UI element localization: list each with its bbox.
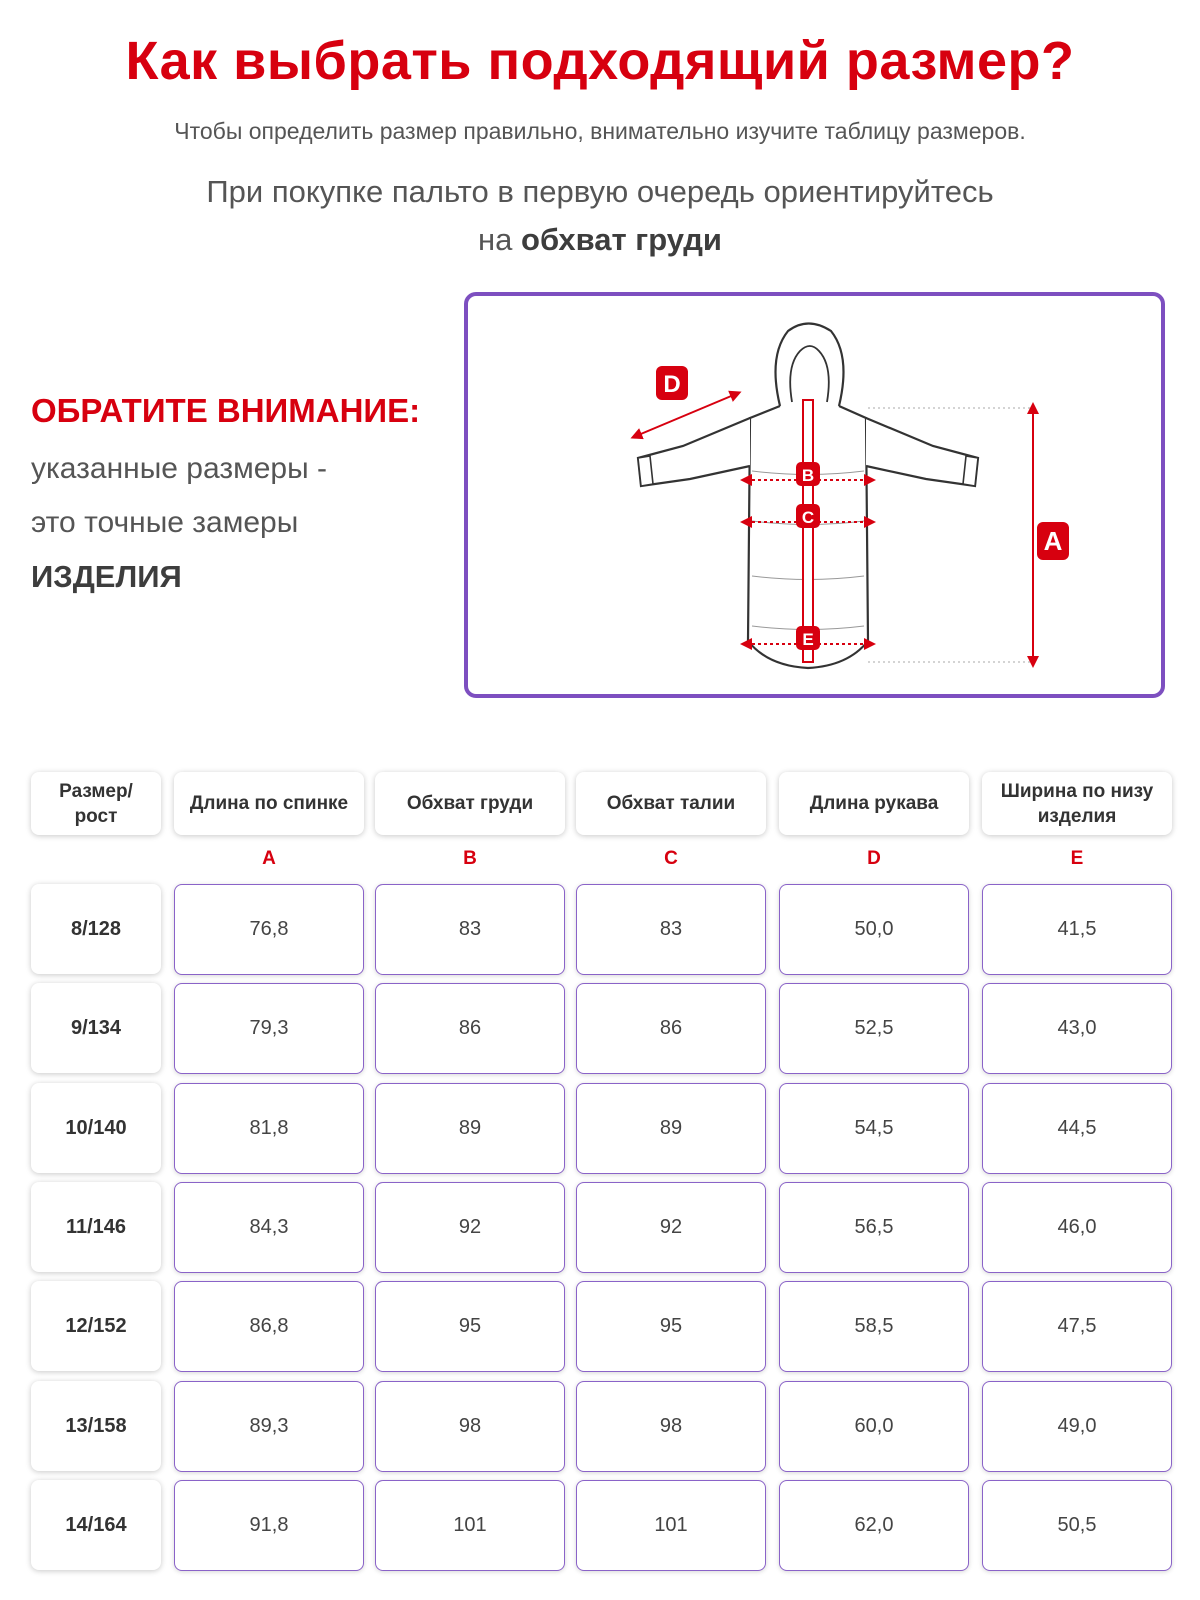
- right-sleeve-outline: [866, 418, 978, 486]
- measurement-cell: 52,5: [779, 983, 969, 1074]
- measurement-cell: 101: [576, 1480, 766, 1571]
- measurement-cell: 44,5: [982, 1083, 1172, 1174]
- measurement-cell: 95: [375, 1281, 565, 1372]
- measurement-cell: 89: [576, 1083, 766, 1174]
- fit-note-prefix: на: [478, 222, 513, 257]
- attention-line-2: это точные замеры: [31, 506, 299, 539]
- fit-note-bold: обхват груди: [521, 222, 722, 257]
- size-cell: 11/146: [31, 1182, 161, 1272]
- table-header: Длина по спинке: [174, 772, 364, 835]
- measurement-cell: 83: [576, 884, 766, 975]
- table-header: Длина рукава: [779, 772, 969, 835]
- table-header: Ширина по низу изделия: [982, 772, 1172, 835]
- table-header: Обхват талии: [576, 772, 766, 835]
- measurement-cell: 43,0: [982, 983, 1172, 1074]
- measurement-cell: 49,0: [982, 1381, 1172, 1472]
- measurement-cell: 58,5: [779, 1281, 969, 1372]
- left-cuff: [638, 456, 653, 486]
- attention-block: [31, 392, 451, 604]
- column-marker-letter: E: [1070, 848, 1084, 869]
- measurement-cell: 62,0: [779, 1480, 969, 1571]
- measurement-cell: 60,0: [779, 1381, 969, 1472]
- table-header: Обхват груди: [375, 772, 565, 835]
- measurement-cell: 46,0: [982, 1182, 1172, 1273]
- measurement-cell: 98: [375, 1381, 565, 1472]
- measurement-cell: 83: [375, 884, 565, 975]
- marker-a-label: A: [1043, 526, 1063, 556]
- measurement-cell: 86: [375, 983, 565, 1074]
- fit-note: [0, 168, 1200, 264]
- size-cell: 14/164: [31, 1480, 161, 1570]
- coat-diagram: [468, 296, 1161, 694]
- measurement-cell: 101: [375, 1480, 565, 1571]
- measurement-cell: 84,3: [174, 1182, 364, 1273]
- attention-line-3: ИЗДЕЛИЯ: [31, 559, 182, 594]
- size-cell: 10/140: [31, 1083, 161, 1173]
- marker-e-label: E: [802, 630, 814, 649]
- size-cell: 9/134: [31, 983, 161, 1073]
- measurement-cell: 86: [576, 983, 766, 1074]
- measurement-cell: 50,0: [779, 884, 969, 975]
- hood-outline: [776, 324, 844, 407]
- attention-line-1: указанные размеры -: [31, 452, 327, 485]
- column-marker-letter: C: [664, 848, 678, 869]
- size-cell: 12/152: [31, 1281, 161, 1371]
- measurement-cell: 56,5: [779, 1182, 969, 1273]
- zipper-stripe: [803, 400, 813, 662]
- table-header: Размер/ рост: [31, 772, 161, 835]
- size-cell: 13/158: [31, 1381, 161, 1471]
- measurement-cell: 91,8: [174, 1480, 364, 1571]
- marker-b-label: B: [801, 466, 815, 485]
- measurement-cell: 92: [375, 1182, 565, 1273]
- hood-inner-outline: [790, 346, 829, 402]
- measurement-cell: 47,5: [982, 1281, 1172, 1372]
- marker-d-label: D: [663, 371, 681, 398]
- attention-heading: ОБРАТИТЕ ВНИМАНИЕ:: [31, 392, 421, 429]
- measurement-cell: 76,8: [174, 884, 364, 975]
- measurement-cell: 41,5: [982, 884, 1172, 975]
- fit-note-line1: При покупке пальто в первую очередь ориентируйтесь: [206, 174, 994, 209]
- measurement-cell: 79,3: [174, 983, 364, 1074]
- page-title: Как выбрать подходящий размер?: [125, 31, 1075, 91]
- measurement-cell: 86,8: [174, 1281, 364, 1372]
- measurement-cell: 89,3: [174, 1381, 364, 1472]
- column-marker-letter: A: [262, 848, 276, 869]
- marker-c-label: C: [801, 508, 815, 527]
- measurement-cell: 54,5: [779, 1083, 969, 1174]
- column-marker-letter: B: [463, 848, 477, 869]
- measurement-cell: 50,5: [982, 1480, 1172, 1571]
- measurement-cell: 95: [576, 1281, 766, 1372]
- measurement-cell: 81,8: [174, 1083, 364, 1174]
- measurement-cell: 89: [375, 1083, 565, 1174]
- fit-note-line2: [0, 216, 1200, 264]
- measurement-cell: 92: [576, 1182, 766, 1273]
- measurement-cell: 98: [576, 1381, 766, 1472]
- right-cuff: [963, 456, 978, 486]
- size-cell: 8/128: [31, 884, 161, 974]
- coat-diagram-frame: [464, 292, 1165, 698]
- column-marker-letter: D: [867, 848, 881, 869]
- page-subtitle: Чтобы определить размер правильно, внимательно изучите таблицу размеров.: [174, 118, 1026, 144]
